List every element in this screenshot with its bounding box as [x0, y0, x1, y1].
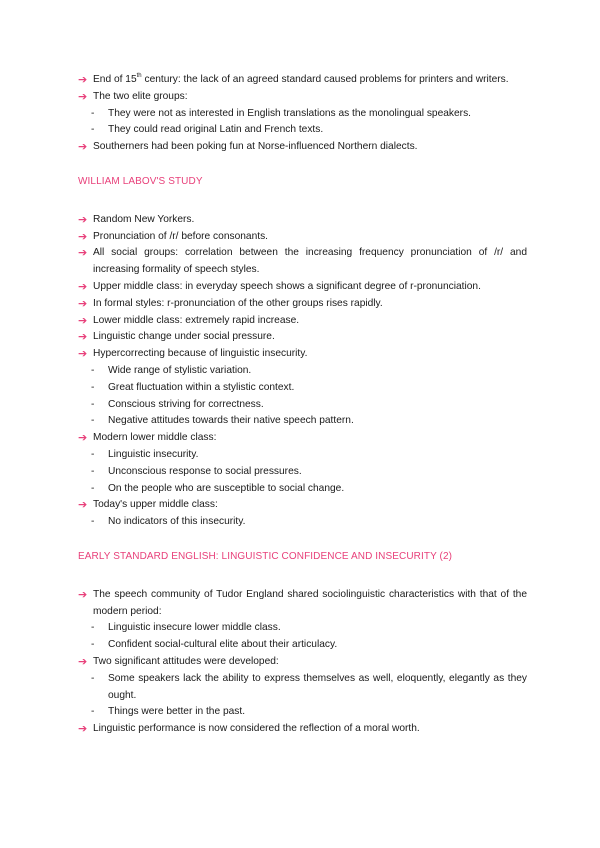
arrow-icon: ➔	[78, 331, 88, 344]
sub-item	[0, 464, 600, 481]
arrow-icon: ➔	[78, 348, 88, 361]
item-text: century: the lack of an agreed standard caused problems for printers and writers.	[141, 74, 509, 85]
sub-item-text: Negative attitudes towards their native speech pattern.	[108, 415, 354, 427]
sub-item-text: Confident social-cultural elite about their articulacy.	[108, 639, 338, 651]
dash-bullet: -	[91, 398, 95, 410]
arrow-icon: ➔	[78, 723, 88, 736]
list-item	[0, 346, 600, 363]
list-item	[0, 721, 600, 738]
item-text: Today's upper middle class:	[93, 499, 218, 511]
sub-item-text: No indicators of this insecurity.	[108, 516, 246, 528]
sub-item-text: Conscious striving for correctness.	[108, 398, 264, 410]
sub-item	[0, 620, 600, 637]
arrow-icon: ➔	[78, 655, 88, 668]
arrow-icon: ➔	[78, 280, 88, 293]
item-text: Lower middle class: extremely rapid increase.	[93, 314, 300, 326]
sub-item-text: On the people who are susceptible to social change.	[108, 482, 345, 494]
list-item	[0, 587, 600, 621]
item-text: Linguistic performance is now considered the reflection of a moral worth.	[93, 723, 420, 735]
dash-bullet: -	[91, 448, 95, 460]
item-text: Linguistic change under social pressure.	[93, 331, 275, 343]
sub-item-text: Some speakers lack the ability to express themselves as well, eloquently, elegantly as they ought.	[108, 672, 527, 701]
list-item	[0, 497, 600, 514]
dash-bullet: -	[91, 124, 95, 136]
item-text: The two elite groups:	[93, 90, 188, 102]
list-item	[0, 229, 600, 246]
arrow-icon: ➔	[78, 432, 88, 445]
dash-bullet: -	[91, 482, 95, 494]
arrow-icon: ➔	[78, 74, 88, 86]
sub-item-text: Wide range of stylistic variation.	[108, 364, 252, 376]
list-item	[0, 329, 600, 346]
sub-item-text: Unconscious response to social pressures.	[108, 465, 302, 477]
list-item	[0, 279, 600, 296]
sub-item	[0, 514, 600, 531]
item-text: All social groups: correlation between the increasing frequency pronunciation of /r/ and increasing formality of speech styles.	[93, 247, 527, 276]
arrow-icon: ➔	[78, 247, 88, 260]
sub-item	[0, 413, 600, 430]
sub-item	[0, 106, 600, 123]
item-text: In formal styles: r-pronunciation of the other groups rises rapidly.	[93, 297, 383, 309]
sub-item	[0, 122, 600, 139]
list-item	[0, 654, 600, 671]
sub-item-text: They were not as interested in English translations as the monolingual speakers.	[108, 107, 471, 119]
dash-bullet: -	[91, 465, 95, 477]
arrow-icon: ➔	[78, 588, 88, 601]
list-item	[0, 89, 600, 106]
dash-bullet: -	[91, 622, 95, 634]
arrow-icon: ➔	[78, 90, 88, 103]
dash-bullet: -	[91, 706, 95, 718]
item-text: Upper middle class: in everyday speech shows a significant degree of r-pronunciation.	[93, 280, 481, 292]
sub-item	[0, 380, 600, 397]
arrow-icon: ➔	[78, 230, 88, 243]
item-text: Two significant attitudes were developed:	[93, 655, 279, 667]
arrow-icon: ➔	[78, 297, 88, 310]
item-text: End of 15	[93, 74, 137, 85]
item-text: Southerners had been poking fun at Norse-influenced Northern dialects.	[93, 141, 418, 153]
list-item	[0, 296, 600, 313]
sub-item-text: Great fluctuation within a stylistic context.	[108, 381, 295, 393]
superscript: th	[136, 73, 142, 79]
sub-item	[0, 671, 600, 705]
sub-item	[0, 481, 600, 498]
document-page	[0, 72, 600, 738]
sub-item	[0, 704, 600, 721]
item-text: Modern lower middle class:	[93, 432, 217, 444]
dash-bullet: -	[91, 516, 95, 528]
sub-item	[0, 397, 600, 414]
section-heading-labov: WILLIAM LABOV'S STUDY	[78, 175, 203, 187]
sub-item-text: They could read original Latin and French texts.	[108, 124, 324, 136]
sub-item	[0, 363, 600, 380]
sub-item	[0, 637, 600, 654]
item-text: Random New Yorkers.	[93, 213, 195, 225]
sub-item-text: Linguistic insecure lower middle class.	[108, 622, 281, 634]
item-text: The speech community of Tudor England shared sociolinguistic characteristics with that of the modern period:	[93, 588, 527, 617]
list-item	[0, 212, 600, 229]
dash-bullet: -	[91, 381, 95, 393]
list-item	[0, 139, 600, 156]
dash-bullet: -	[91, 107, 95, 119]
dash-bullet: -	[91, 415, 95, 427]
dash-bullet: -	[91, 364, 95, 376]
sub-item	[0, 447, 600, 464]
sub-item-text: Things were better in the past.	[108, 706, 246, 718]
dash-bullet: -	[91, 639, 95, 651]
arrow-icon: ➔	[78, 314, 88, 327]
item-text: Pronunciation of /r/ before consonants.	[93, 230, 268, 242]
arrow-icon: ➔	[78, 213, 88, 226]
sub-item-text: Linguistic insecurity.	[108, 448, 199, 460]
list-item	[0, 430, 600, 447]
list-item	[0, 313, 600, 330]
item-text: Hypercorrecting because of linguistic insecurity.	[93, 348, 308, 360]
section-heading-early-standard-english: EARLY STANDARD ENGLISH: LINGUISTIC CONFIDENCE AND INSECURITY (2)	[78, 550, 453, 562]
arrow-icon: ➔	[78, 141, 88, 154]
arrow-icon: ➔	[78, 499, 88, 512]
dash-bullet: -	[91, 672, 95, 684]
list-item	[0, 245, 600, 279]
list-item	[0, 72, 600, 89]
